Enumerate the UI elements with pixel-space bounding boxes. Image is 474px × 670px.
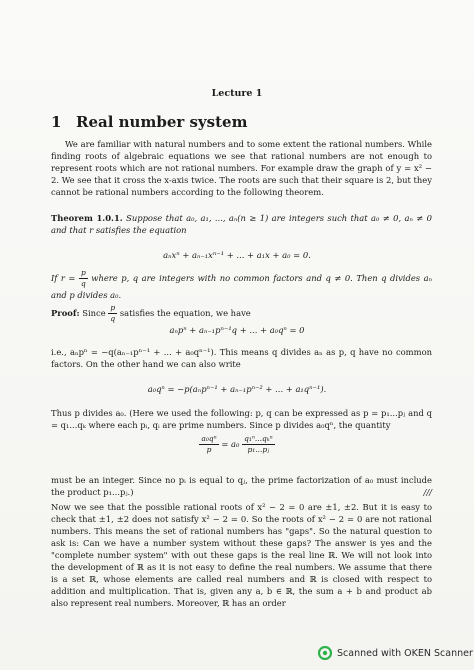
theorem-label: Theorem 1.0.1. xyxy=(51,213,123,223)
theorem-text: Suppose that a₀, a₁, ..., aₙ(n ≥ 1) are integers such that a₀ ≠ 0, aₙ ≠ 0 and that r satisfies the equation xyxy=(51,213,432,235)
eq3-middle: = a₀ xyxy=(221,439,240,449)
frac-denominator: q xyxy=(80,279,86,288)
qed-mark: /// xyxy=(423,487,432,497)
oken-scanner-icon xyxy=(318,646,332,660)
proof-equation-2: a₀qⁿ = −p(aₙpⁿ⁻¹ + aₙ₋₁pⁿ⁻² + ... + a₁qⁿ⁻¹). xyxy=(147,384,327,394)
fraction-a0qn-over-p xyxy=(199,434,218,455)
proof-paragraph-4-text: must be an integer. Since no pᵢ is equal to qⱼ, the prime factorization of a₀ must include the product p₁...pⱼ.) xyxy=(51,475,432,497)
frac-denominator: p₁...pⱼ xyxy=(247,445,270,454)
frac-denominator: p xyxy=(206,445,212,454)
proof-line1-prefix: Since xyxy=(82,308,106,318)
proof-paragraph-4 xyxy=(51,474,432,498)
proof-equation-1: aₙpⁿ + aₙ₋₁pⁿ⁻¹q + ... + a₀qⁿ = 0 xyxy=(169,325,305,335)
section-title: Real number system xyxy=(76,113,248,131)
theorem-conclusion xyxy=(51,268,432,301)
frac-denominator: q xyxy=(110,314,116,323)
closing-paragraph: Now we see that the possible rational roots of x² − 2 = 0 are ±1, ±2. But it is easy to check that ±1, ±2 does not satisfy x² − 2 = 0. So the roots of x² − 2 = 0 are not rational numbers. This means the set of rational numbers has "gaps". So the natural question to ask is: Can we have a number system without these gaps? The answer is yes and the "complete number system" with out these gaps is the real line ℝ. We will not look into the development of ℝ as it is not easy to define the real numbers. We assume that there is a set ℝ, whose elements are called real numbers and ℝ is closed with respect to addition and multiplication. That is, given any a, b ∈ ℝ, the sum a + b and product ab also represent real numbers. Moreover, ℝ has an order xyxy=(51,502,432,608)
proof-line-1 xyxy=(51,303,432,324)
watermark-text: Scanned with OKEN Scanner xyxy=(337,647,473,659)
section-heading xyxy=(51,113,247,131)
proof-label: Proof: xyxy=(51,308,80,318)
proof-line1-suffix: satisfies the equation, we have xyxy=(119,308,251,318)
proof-paragraph-2: i.e., aₙpⁿ = −q(aₙ₋₁pⁿ⁻¹ + ... + a₀qⁿ⁻¹). This means q divides aₙ as p, q have no common factors. On the other hand we can also write xyxy=(51,347,432,369)
theorem-statement xyxy=(51,212,432,236)
frac-numerator: a₀qⁿ xyxy=(201,434,217,443)
section-number: 1 xyxy=(51,113,62,131)
fraction-p-over-q xyxy=(79,268,88,289)
theorem-equation: aₙxⁿ + aₙ₋₁xⁿ⁻¹ + ... + a₁x + a₀ = 0. xyxy=(163,250,311,260)
theorem-conclusion-suffix: where p, q are integers with no common factors and q ≠ 0. Then q divides aₙ and p divides a₀. xyxy=(51,273,432,300)
frac-numerator: p xyxy=(80,268,86,277)
frac-numerator: p xyxy=(110,303,116,312)
lecture-title: Lecture 1 xyxy=(211,88,263,99)
intro-paragraph: We are familiar with natural numbers and to some extent the rational numbers. While finding roots of algebraic equations we see that rational numbers are not enough to represent roots which are not rational numbers. For example draw the graph of y = x² − 2. We see that it cross the x-axis twice. The roots are such that their square is 2, but they cannot be rational numbers according to the following theorem. xyxy=(51,139,432,197)
proof-paragraph-3: Thus p divides a₀. (Here we used the following: p, q can be expressed as p = p₁...pⱼ and q = q₁...qₖ where each pᵢ, qᵢ are prime numbers. Since p divides a₀qⁿ, the quantity xyxy=(51,408,432,430)
fraction-q-over-p xyxy=(242,434,275,455)
proof-equation-3 xyxy=(0,434,474,455)
frac-numerator: q₁ⁿ...qₖⁿ xyxy=(244,434,273,443)
scanner-watermark xyxy=(318,646,473,660)
fraction-p-over-q xyxy=(108,303,117,324)
theorem-conclusion-prefix: If r = xyxy=(51,273,76,283)
